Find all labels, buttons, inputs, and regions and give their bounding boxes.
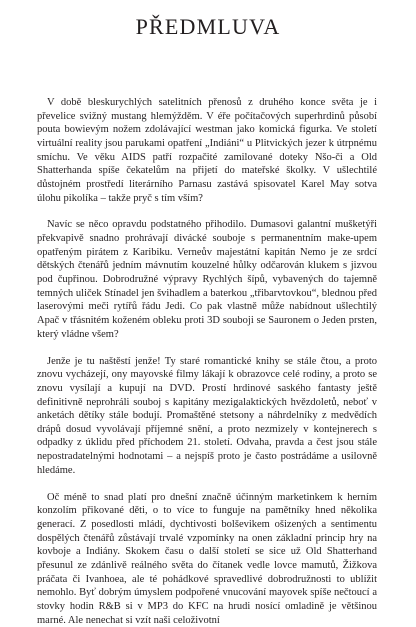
paragraph-3: Jenže je tu naštěstí jenže! Ty staré romantické knihy se stále čtou, a proto znovu vycházejí, ony mayovské filmy lákají k obrazovce celé rodiny, a proto se znovu vysílají a kupují na DVD. Prostí hrdinové saského fantasty ještě definitivně neprohráli souboj s kapitány mezigalaktických hvězdoletů, neboť v anketách dětíky stále bodují. Promaštěné stetsony a náhrdelníky z medvědích drápů dosud vyvolávají příjemné snění, a proto nezmizely v kontejnerech s odpadky z úklidu před příchodem 21. století. Odvaha, pravda a čest jsou stále nepostradatelnými hodnotami – a nejspíš proto je často postrádáme a usilovně hledáme. [37,355,377,476]
page-title: PŘEDMLUVA [135,14,281,39]
paragraph-4: Oč méně to snad platí pro dnešní značně účinným marketinkem k herním konzolím přikované děti, o to více to funguje na pamětníky hned několika generací. Z posedlosti mládí, dychtivosti bolševikem ošizených a sentimentu dospělých čtenářů zůstávají trvalé vzpomínky na onen základní princip hry na kovboje a Indiány. Skokem času o další století se sice už Old Shatterhand přesunul ze zdánlivě reálného světa do čítanek vedle lovce mamutů, Žižkova práčata či Ivanhoea, ale té pohádkové spravedlivé dobrodružnosti to ublížit nemohlo. Byť dobrým úmyslem podpořené vnucování mayovek spíše nečtoucí a stovky hodin R&B si v MP3 do KFC na hrudi nosící omladině je většinou marné. Ale nenechat si vzít naši celoživotní [37,491,377,626]
page-body [37,96,377,627]
paragraph-1: V době bleskurychlých satelitních přenosů z druhého konce světa je i převelice svižný mustang hlemýžděm. V éře počítačových superhrdinů působí pouta bowievým nožem zdolávající westman jako komická figurka. Ve století virtuální reality jsou parukami opatření „Indiáni“ u Plitvických jezer k útrpnému smíchu. Ve věku AIDS patří rozpačité zamilované doteky Nšo-či a Old Shatterhanda spíše čekatelům na přijetí do mateřské školky. V ušlechtilé důstojném prostředí literárního Parnasu zastává spisovatel Karel May sotva úlohu pikolíka – takže pryč s tím vším? [37,97,377,204]
paragraph-2: Navíc se něco opravdu podstatného přihodilo. Dumasovi galantní mušketýři překvapivě snadno prohrávají divácké souboje s permanentním make-upem opatřeným pirátem z Karibiku. Verneův majestátní kapitán Nemo je ze srdcí dětských čtenářů jedním mávnutím kouzelné hůlky odčarován klukem s jizvou pod čupřinou. Dobrodružné výpravy Rychlých šípů, vybavených do tajemně temných uliček Stínadel jen švihadlem a baterkou „třibarvtovkou“, blednou před laserovými meči rytířů řádu Jedi. Co pak vlastně může nabídnout ušlechtilý Apač v třásnitém koženém obleku proti 3D souboji se Sauronem o Jeden prsten, který vládne všem? [37,219,377,340]
